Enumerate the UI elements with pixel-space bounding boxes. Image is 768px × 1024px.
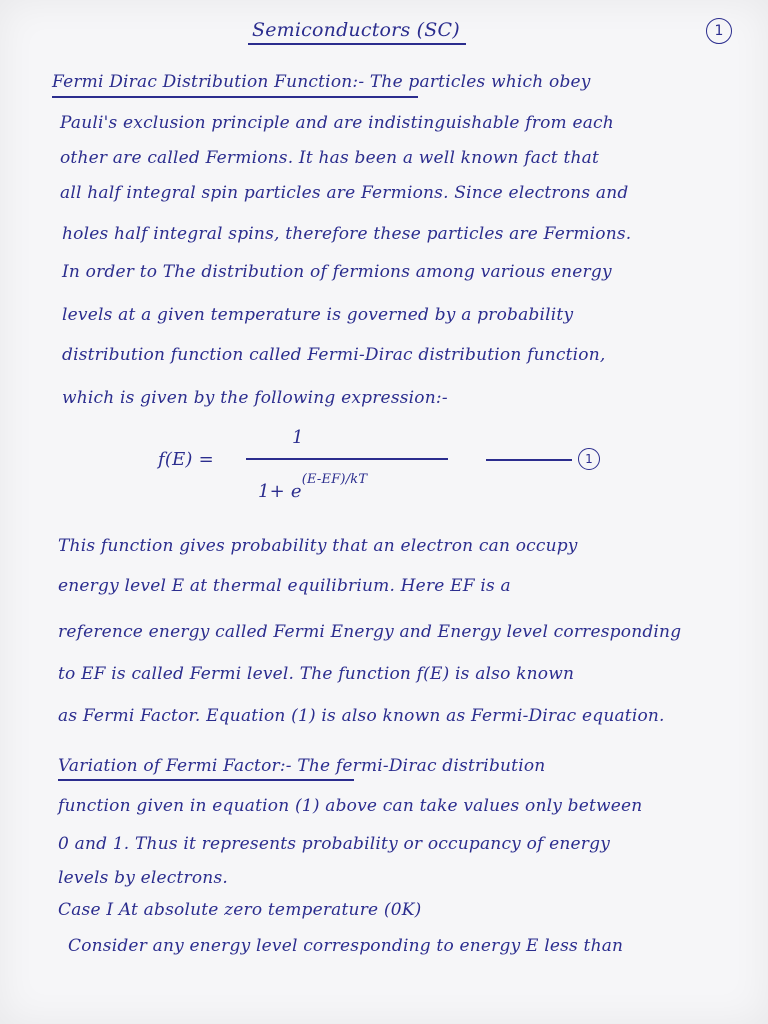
text-line-14: as Fermi Factor. Equation (1) is also known as Fermi-Dirac equation. bbox=[58, 706, 665, 726]
fraction-bar bbox=[246, 458, 448, 460]
text-line-2: Pauli's exclusion principle and are indistinguishable from each bbox=[60, 113, 614, 133]
text-line-8: distribution function called Fermi-Dirac distribution function, bbox=[62, 345, 606, 365]
heading-underline-2 bbox=[58, 779, 354, 781]
text-line-19: Case I At absolute zero temperature (0K) bbox=[58, 900, 422, 920]
text-line-11: energy level E at thermal equilibrium. Here EF is a bbox=[58, 576, 511, 596]
heading-underline bbox=[52, 96, 418, 98]
equation-number: 1 bbox=[578, 448, 600, 470]
text-line-10: This function gives probability that an electron can occupy bbox=[58, 536, 578, 556]
text-line-13: to EF is called Fermi level. The function f(E) is also known bbox=[58, 664, 575, 684]
text-line-9: which is given by the following expression:- bbox=[62, 388, 448, 408]
title-underline bbox=[248, 43, 466, 45]
text-line-16: function given in equation (1) above can take values only between bbox=[58, 796, 643, 816]
text-line-12: reference energy called Fermi Energy and Energy level corresponding bbox=[58, 622, 682, 642]
text-line-20: Consider any energy level corresponding to energy E less than bbox=[68, 936, 624, 956]
text-line-17: 0 and 1. Thus it represents probability or occupancy of energy bbox=[58, 834, 610, 854]
page-number: 1 bbox=[706, 18, 732, 44]
formula-denominator-base: 1+ e bbox=[258, 481, 302, 502]
formula-denominator bbox=[258, 472, 368, 504]
text-line-18: levels by electrons. bbox=[58, 868, 228, 888]
equation-dash bbox=[486, 459, 572, 461]
text-line-7: levels at a given temperature is governed by a probability bbox=[62, 305, 574, 325]
page-title: Semiconductors (SC) bbox=[252, 19, 460, 41]
formula-exponent: (E-EF)/kT bbox=[301, 472, 368, 487]
text-line-15: Variation of Fermi Factor:- The fermi-Dirac distribution bbox=[58, 756, 546, 776]
text-line-5: holes half integral spins, therefore these particles are Fermions. bbox=[62, 224, 632, 244]
text-line-6: In order to The distribution of fermions among various energy bbox=[62, 262, 612, 282]
formula-numerator: 1 bbox=[292, 427, 304, 448]
text-line-3: other are called Fermions. It has been a well known fact that bbox=[60, 148, 600, 168]
text-line-4: all half integral spin particles are Fermions. Since electrons and bbox=[60, 183, 629, 203]
text-line-1: Fermi Dirac Distribution Function:- The particles which obey bbox=[52, 72, 591, 92]
formula-lhs: f(E) = bbox=[158, 449, 214, 470]
